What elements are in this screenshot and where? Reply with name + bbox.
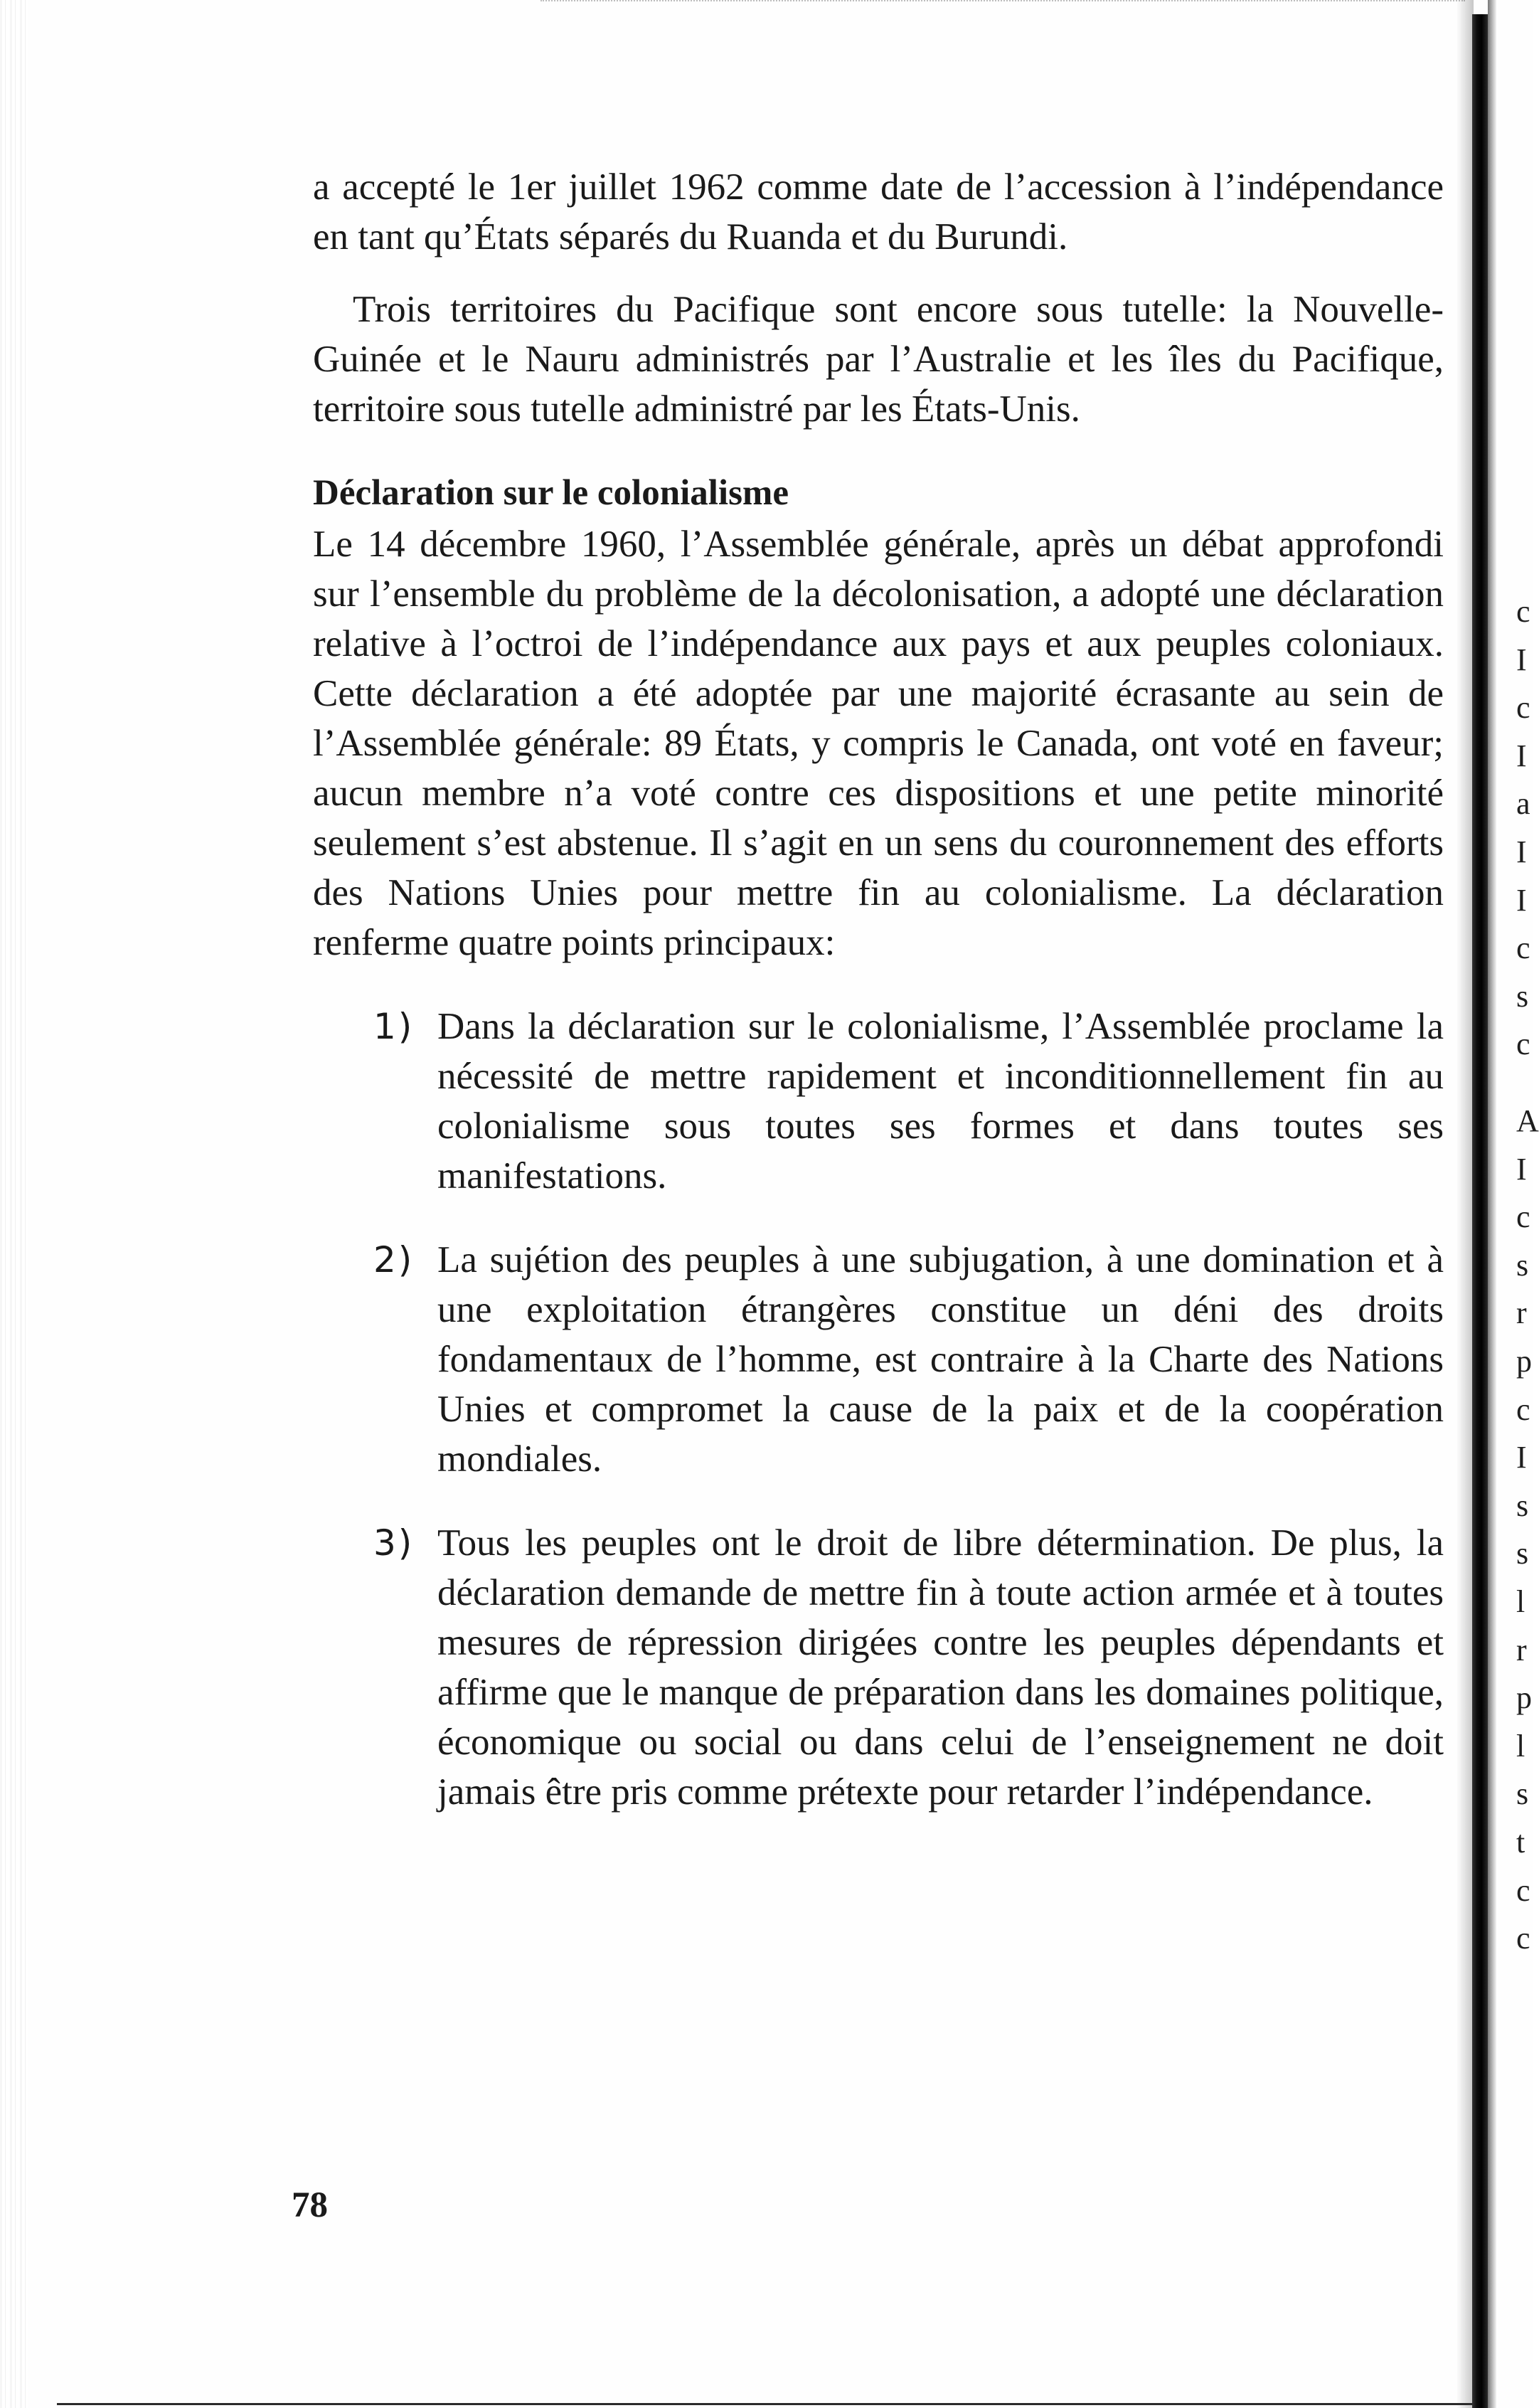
paragraph-independence-date: a accepté le 1er juillet 1962 comme date de l’accession à l’indépendance en tant qu’États séparés du Ruanda et du Burundi. bbox=[313, 166, 1444, 258]
facing-page-letter: c bbox=[1516, 1199, 1530, 1235]
facing-page-letter: c bbox=[1516, 1391, 1530, 1427]
paragraph-declaration: Le 14 décembre 1960, l’Assemblée générale, après un débat approfondi sur l’ensemble du problème de la décolonisation, a adopté une déclaration relative à l’octroi de l’indépendance aux pays et aux peuples coloniaux. Cette déclaration a été adoptée par une majorité écrasante au sein de l’Assemblée générale: 89 États, y compris le Canada, ont voté en faveur; aucun membre n’a voté contre ces dispositions et une petite minorité seulement s’est abstenue. Il s’agit en un sens du couronnement des efforts des Nations Unies pour mettre fin au colonialisme. La déclaration renferme quatre points principaux: bbox=[313, 524, 1444, 963]
facing-page-letter: r bbox=[1516, 1295, 1527, 1331]
facing-page-edge bbox=[1506, 0, 1539, 2408]
facing-page-letter: s bbox=[1516, 1487, 1529, 1523]
scan-bottom-edge bbox=[57, 2403, 1472, 2408]
facing-page-letter: I bbox=[1516, 834, 1527, 869]
scan-top-edge bbox=[540, 0, 1465, 4]
facing-page-letter: a bbox=[1516, 786, 1530, 822]
facing-page-letter: t bbox=[1516, 1825, 1525, 1860]
binding-shadow bbox=[1457, 0, 1474, 2408]
list-item-number: 2) bbox=[373, 1239, 415, 1280]
facing-page-letter: s bbox=[1516, 978, 1529, 1014]
facing-page-letter: r bbox=[1516, 1632, 1527, 1667]
facing-page-letter: A bbox=[1516, 1103, 1539, 1138]
list-item-text: Tous les peuples ont le droit de libre détermination. De plus, la déclaration demande de mettre fin à toute action armée et à toutes mesures de répression dirigées contre les peuples dépendants et affirme que le manque de préparation dans les domaines politique, économique ou social ou dans celui de l’enseignement ne doit jamais être pris comme prétexte pour retarder l’indépendance. bbox=[437, 1522, 1444, 1813]
facing-page-letter: I bbox=[1516, 642, 1527, 677]
list-item-text: La sujétion des peuples à une subjugation, à une domination et à une exploitation étrangères constitue un déni des droits fondamentaux de l’homme, est contraire à la Charte des Nations Unies et compromet la cause de la paix et de la coopération mondiales. bbox=[437, 1239, 1444, 1480]
facing-page-letter: l bbox=[1516, 1728, 1525, 1763]
facing-page-letter: s bbox=[1516, 1776, 1529, 1812]
list-item bbox=[313, 1235, 1444, 1484]
spine-highlight bbox=[1488, 0, 1496, 2408]
list-item-number: 1) bbox=[373, 1006, 415, 1047]
section-heading: Déclaration sur le colonialisme bbox=[313, 473, 789, 513]
facing-page-letter: s bbox=[1516, 1247, 1529, 1283]
list-item-text: Dans la déclaration sur le colonialisme, l’Assemblée proclame la nécessité de mettre rapidement et inconditionnellement fin au colonialisme sous toutes ses formes et dans toutes ses manifestations. bbox=[437, 1006, 1444, 1197]
list-item bbox=[313, 1518, 1444, 1817]
facing-page-letter: l bbox=[1516, 1584, 1525, 1619]
paragraph-pacific-territories: Trois territoires du Pacifique sont encore sous tutelle: la Nouvelle-Guinée et le Nauru administrés par l’Australie et les îles du Pacifique, territoire sous tutelle administré par les États-Unis. bbox=[313, 289, 1444, 430]
facing-page-letter: I bbox=[1516, 1440, 1527, 1475]
facing-page-letter: c bbox=[1516, 1027, 1530, 1062]
facing-page-letter: I bbox=[1516, 738, 1527, 773]
facing-page-letter: p bbox=[1516, 1344, 1532, 1379]
facing-page-letter: c bbox=[1516, 1921, 1530, 1956]
list-item-number: 3) bbox=[373, 1522, 415, 1564]
scan-left-edge bbox=[0, 0, 28, 2408]
book-spine bbox=[1472, 14, 1488, 2408]
facing-page-letter: c bbox=[1516, 930, 1530, 966]
list-item bbox=[313, 1002, 1444, 1201]
facing-page-letter: c bbox=[1516, 690, 1530, 726]
page-text-block bbox=[313, 162, 1444, 1851]
facing-page-letter: I bbox=[1516, 882, 1527, 918]
facing-page-letter: c bbox=[1516, 594, 1530, 629]
facing-page-letter: p bbox=[1516, 1680, 1532, 1716]
declaration-points-list bbox=[313, 1002, 1444, 1817]
facing-page-letter: I bbox=[1516, 1151, 1527, 1187]
page-number: 78 bbox=[292, 2185, 328, 2225]
facing-page-letter: c bbox=[1516, 1872, 1530, 1908]
facing-page-letter: s bbox=[1516, 1536, 1529, 1571]
